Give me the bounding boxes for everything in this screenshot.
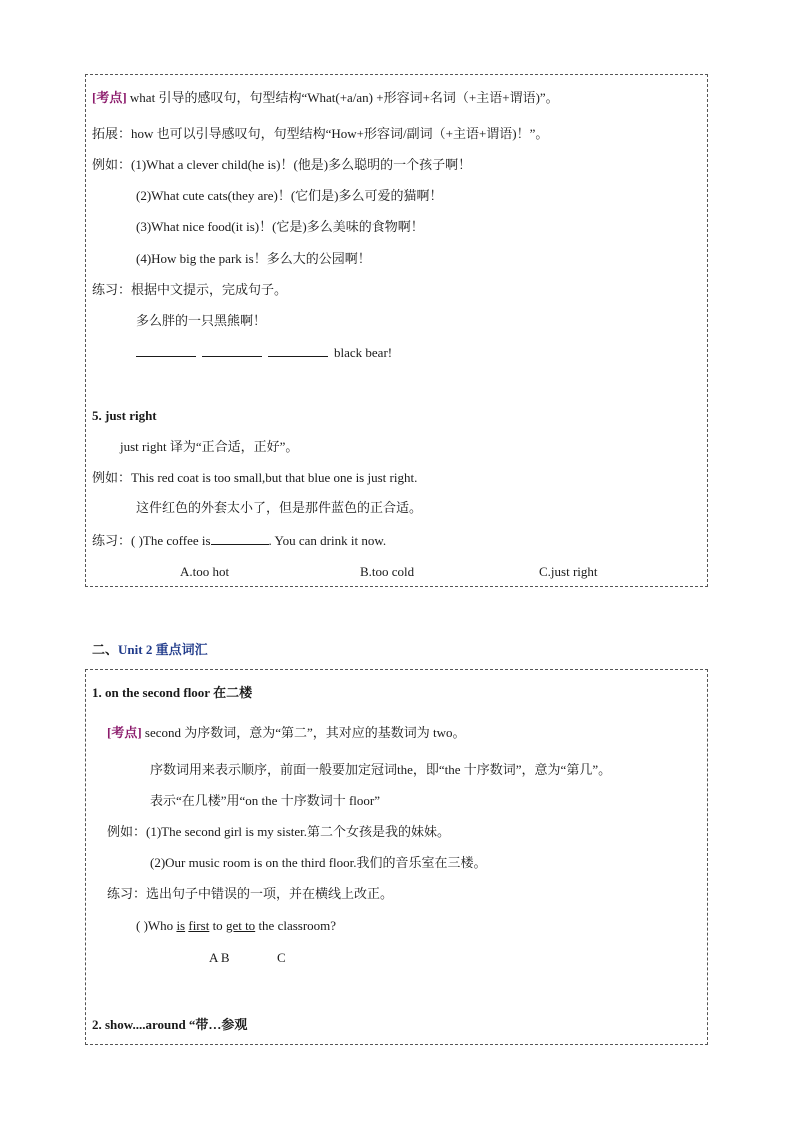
item5-blank[interactable] <box>211 532 269 545</box>
question-to: to <box>209 918 226 933</box>
kaodian-text: what 引导的感叹句，句型结构“What(+a/an) +形容词+名词（+主语+谓语)”。 <box>126 90 559 105</box>
example-4: (4)How big the park is！多么大的公园啊！ <box>136 251 371 266</box>
example-1-text: (1)What a clever child(he is)！(他是)多么聪明的一个孩子啊！ <box>131 157 472 172</box>
option-a: A.too hot <box>180 564 230 579</box>
example-1 <box>92 157 471 173</box>
section-2-heading: Unit 2 重点词汇 <box>118 642 208 657</box>
example-2: (2)What cute cats(they are)！(它们是)多么可爱的猫啊！ <box>136 188 443 203</box>
kaodian-line <box>92 90 559 106</box>
option-c-label: C <box>277 950 286 965</box>
item1-practice: 练习：选出句子中错误的一项，并在横线上改正。 <box>107 886 394 901</box>
ordinal-rule: 序数词用来表示顺序，前面一般要加定冠词the，即“the 十序数词”，意为“第几”。 <box>150 762 612 777</box>
section-2-title <box>92 642 208 658</box>
section-2-number: 二、 <box>92 642 119 657</box>
blank-3[interactable] <box>268 344 328 357</box>
item5-practice <box>92 532 386 549</box>
item5-example: 例如：This red coat is too small,but that blue one is just right. <box>92 470 418 485</box>
floor-rule: 表示“在几楼”用“on the 十序数词十 floor” <box>150 793 380 808</box>
kaodian-tag: [考点] <box>92 90 127 105</box>
option-ab-labels: A B <box>209 950 230 965</box>
kaodian-line-2 <box>107 725 466 741</box>
question-rest: the classroom? <box>255 918 337 933</box>
item1-question <box>136 918 336 934</box>
item5-title: 5. just right <box>92 408 157 423</box>
item5-practice-text: 练习：( )The coffee is <box>92 533 211 548</box>
fill-blank-line <box>136 344 392 361</box>
option-get-to: get to <box>225 918 256 933</box>
item2-title: 2. show....around “带…参观 <box>92 1017 248 1032</box>
item5-practice-tail: . You can drink it now. <box>268 533 387 548</box>
item1-title: 1. on the second floor 在二楼 <box>92 685 253 700</box>
item1-example-2: (2)Our music room is on the third floor.我们的音乐室在三楼。 <box>150 855 487 870</box>
option-b: B.too cold <box>360 564 415 579</box>
kaodian-tag-2: [考点] <box>107 725 142 740</box>
option-c: C.just right <box>539 564 598 579</box>
option-is: is <box>176 918 186 933</box>
option-first: first <box>188 918 210 933</box>
kaodian-text-2: second 为序数词，意为“第二”，其对应的基数词为 two。 <box>141 725 466 740</box>
item1-example-1: 例如：(1)The second girl is my sister.第二个女孩是我的妹妹。 <box>107 824 451 839</box>
blank-1[interactable] <box>136 344 196 357</box>
practice-prompt: 多么胖的一只黑熊啊！ <box>136 313 267 328</box>
tuozhan-line: 拓展：how 也可以引导感叹句，句型结构“How+形容词/副词（+主语+谓语)！”。 <box>92 126 549 141</box>
question-start: ( )Who <box>136 918 177 933</box>
blank-2[interactable] <box>202 344 262 357</box>
example-3: (3)What nice food(it is)！(它是)多么美味的食物啊！ <box>136 219 424 234</box>
practice-label: 练习：根据中文提示，完成句子。 <box>92 282 288 297</box>
item5-example-cn: 这件红色的外套太小了，但是那件蓝色的正合适。 <box>136 500 423 515</box>
liru-label: 例如： <box>92 157 132 172</box>
item5-desc: just right 译为“正合适，正好”。 <box>120 439 299 454</box>
blank-tail: black bear! <box>334 345 393 360</box>
